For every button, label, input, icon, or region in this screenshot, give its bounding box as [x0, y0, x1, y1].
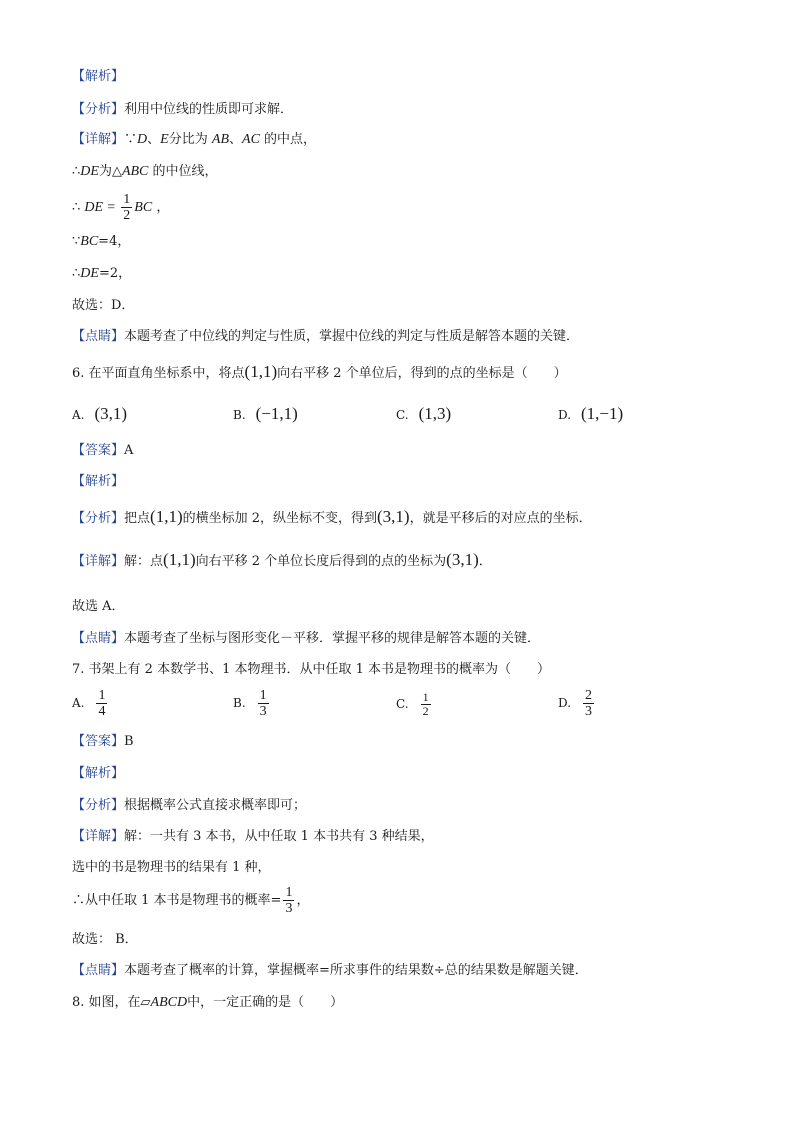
numerator: 1 — [422, 690, 429, 704]
text: ，就是平移后的对应点的坐标． — [409, 511, 592, 526]
denominator: 2 — [123, 208, 131, 223]
option-letter: D. — [558, 696, 572, 710]
q6-dianjing — [72, 630, 540, 648]
equals: = — [107, 200, 116, 215]
math-de: DE — [80, 164, 99, 179]
option-value: (1,−1) — [581, 404, 624, 423]
numerator: 1 — [285, 885, 293, 900]
q7-stem: 7. 书架上有 2 本数学书、1 本物理书．从中任取 1 本书是物理书的概率为（ ） — [72, 662, 551, 677]
option-letter: B. — [233, 408, 246, 422]
math-de: DE — [80, 266, 99, 281]
numerator: 1 — [98, 688, 106, 703]
q7-option-a — [72, 688, 109, 719]
denominator: 3 — [259, 704, 267, 719]
math-ab: AB — [211, 132, 229, 147]
text: =4， — [98, 234, 131, 249]
option-letter: B. — [233, 696, 246, 710]
math-abcd: ABCD — [150, 995, 188, 1010]
dianjing-tag: 【点睛】 — [72, 631, 125, 646]
stem-text: 中，一定正确的是（ ） — [187, 995, 344, 1010]
denominator: 3 — [285, 901, 293, 916]
option-letter: C. — [396, 408, 409, 422]
therefore-symbol: ∴ — [72, 266, 81, 281]
text: ∴从中任取 1 本书是物理书的概率= — [72, 893, 282, 908]
fenxi-tag: 【分析】 — [72, 511, 125, 526]
point-3-1: (3,1) — [377, 507, 410, 526]
q7-line3 — [72, 885, 309, 917]
option-fraction — [583, 688, 594, 719]
xiangjie-tag: 【详解】 — [72, 829, 125, 844]
math-bc: BC — [80, 234, 99, 249]
denominator: 2 — [422, 704, 429, 718]
q5-guxuan: 故选：D． — [72, 298, 135, 313]
q6-jiexi-heading — [72, 473, 124, 491]
daan-tag: 【答案】 — [72, 443, 125, 458]
because-symbol: ∵ — [124, 132, 138, 147]
q6-option-b — [233, 404, 298, 426]
q5-xiangjie-line2 — [72, 163, 218, 181]
point-1-1: (1,1) — [150, 507, 183, 526]
option-fraction — [258, 688, 269, 719]
q6-daan — [72, 442, 133, 460]
denominator: 4 — [98, 704, 106, 719]
sep: 、 — [229, 132, 243, 147]
q5-xiangjie-line4 — [72, 233, 130, 251]
option-letter: D. — [558, 408, 572, 422]
parallelogram-symbol: ▱ — [140, 995, 151, 1010]
therefore-symbol: ∴ — [72, 164, 81, 179]
text: ， — [296, 893, 310, 908]
q5-xiangjie-line5 — [72, 265, 131, 283]
option-fraction — [96, 688, 107, 719]
q6-option-d — [558, 404, 623, 426]
math-bc: BC — [134, 200, 153, 215]
math-d: D — [137, 132, 148, 147]
option-value: (−1,1) — [255, 404, 298, 423]
text: 的中位线， — [152, 164, 218, 179]
option-value: (1,3) — [418, 404, 452, 423]
answer-value: B — [124, 734, 134, 749]
xiangjie-tag: 【详解】 — [72, 554, 125, 569]
fraction-third — [283, 885, 294, 916]
jiexi-tag: 【解析】 — [72, 69, 125, 84]
denominator: 3 — [585, 704, 593, 719]
text: ． — [478, 554, 492, 569]
daan-tag: 【答案】 — [72, 734, 125, 749]
fenxi-text: 利用中位线的性质即可求解． — [124, 102, 294, 117]
dianjing-text: 本题考查了中位线的判定与性质，掌握中位线的判定与性质是解答本题的关键． — [124, 329, 580, 344]
q7-option-b — [233, 688, 271, 719]
option-letter: A. — [72, 696, 85, 710]
q6-option-c — [396, 404, 451, 426]
fraction-half — [121, 192, 132, 223]
sep: 、 — [147, 132, 161, 147]
q7-option-d — [558, 688, 596, 719]
xiangjie-tag: 【详解】 — [72, 132, 125, 147]
text: 分比为 — [168, 132, 208, 147]
point-3-1: (3,1) — [446, 550, 479, 569]
dianjing-tag: 【点睛】 — [72, 329, 125, 344]
numerator: 2 — [585, 688, 593, 703]
q7-guxuan: 故选： B． — [72, 932, 138, 947]
math-e: E — [160, 132, 169, 147]
therefore-symbol: ∴ — [72, 200, 81, 215]
stem-text: 8. 如图，在 — [72, 995, 141, 1010]
q6-xiangjie — [72, 551, 492, 571]
text: 的横坐标加 2，纵坐标不变，得到 — [182, 511, 378, 526]
option-letter: C. — [396, 697, 409, 711]
text: 向右平移 2 个单位长度后得到的点的坐标为 — [195, 554, 447, 569]
fenxi-text: 根据概率公式直接求概率即可； — [124, 798, 307, 813]
fenxi-tag: 【分析】 — [72, 798, 125, 813]
option-value: (3,1) — [94, 404, 128, 423]
q6-fenxi — [72, 508, 592, 528]
option-letter: A. — [72, 408, 85, 422]
q7-dianjing — [72, 962, 588, 980]
text: 为△ — [98, 164, 122, 179]
stem-text: 6. 在平面直角坐标系中，将点 — [72, 366, 245, 381]
jiexi-tag: 【解析】 — [72, 474, 125, 489]
numerator: 1 — [123, 192, 131, 207]
q7-xiangjie — [72, 828, 434, 846]
text: =2， — [98, 266, 132, 281]
math-ac: AC — [242, 132, 260, 147]
answer-value: A — [124, 443, 134, 458]
q5-dianjing — [72, 328, 579, 346]
q7-option-c — [396, 691, 433, 718]
text: 把点 — [124, 511, 151, 526]
q5-xiangjie-line1 — [72, 131, 316, 149]
because-symbol: ∵ — [72, 234, 81, 249]
q5-xiangjie-line3 — [72, 192, 169, 224]
dianjing-text: 本题考查了概率的计算，掌握概率=所求事件的结果数÷总的结果数是解题关键． — [124, 963, 588, 978]
q6-stem — [72, 363, 567, 383]
numerator: 1 — [259, 688, 267, 703]
q7-line2: 选中的书是物理书的结果有 1 种， — [72, 860, 271, 875]
point-1-1: (1,1) — [244, 362, 278, 381]
math-abc: ABC — [121, 164, 149, 179]
q5-fenxi — [72, 101, 293, 119]
q6-option-a — [72, 404, 127, 426]
text: 的中点， — [264, 132, 317, 147]
option-fraction — [421, 691, 431, 718]
q6-guxuan: 故选 A． — [72, 599, 125, 614]
text: ， — [156, 200, 170, 215]
q7-fenxi — [72, 797, 306, 815]
fenxi-tag: 【分析】 — [72, 102, 125, 117]
q7-jiexi-heading — [72, 765, 124, 783]
jiexi-tag: 【解析】 — [72, 766, 125, 781]
dianjing-text: 本题考查了坐标与图形变化－平移．掌握平移的规律是解答本题的关键． — [124, 631, 541, 646]
xiangjie-text: 解：一共有 3 本书，从中任取 1 本书共有 3 种结果， — [124, 829, 434, 844]
point-1-1: (1,1) — [163, 550, 196, 569]
stem-text: 向右平移 2 个单位后，得到的点的坐标是（ ） — [277, 366, 567, 381]
math-de: DE — [84, 200, 104, 215]
q5-jiexi-heading — [72, 68, 124, 86]
dianjing-tag: 【点睛】 — [72, 963, 125, 978]
q7-daan — [72, 733, 134, 751]
text: 解：点 — [124, 554, 164, 569]
q8-stem — [72, 994, 343, 1012]
